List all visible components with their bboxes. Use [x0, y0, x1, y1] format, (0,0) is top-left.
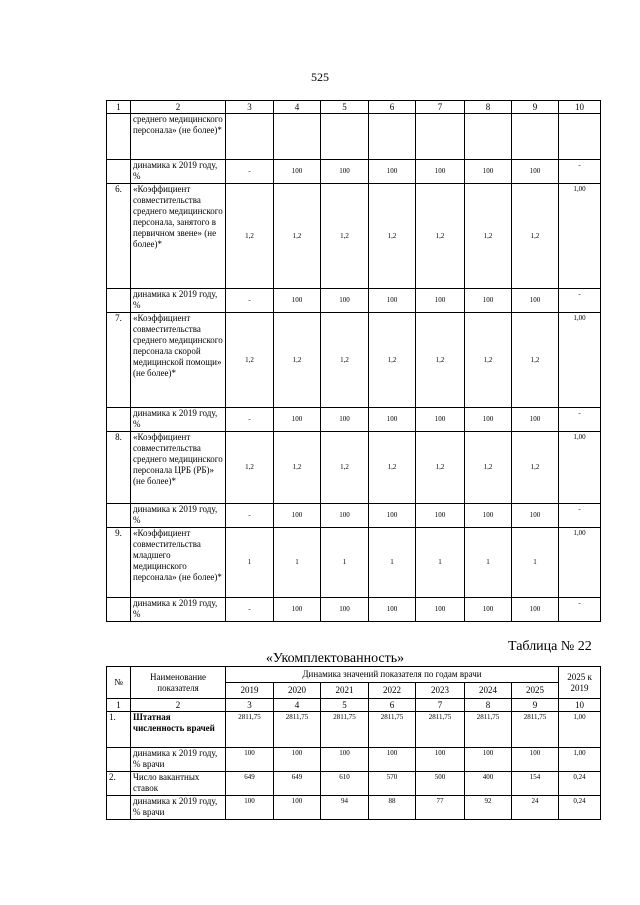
value-cell: 1	[226, 528, 274, 598]
value-cell: -	[226, 160, 274, 184]
column-number: 9	[512, 699, 559, 712]
value-cell: 1,2	[274, 432, 321, 504]
value-cell: 1,2	[416, 432, 465, 504]
value-cell: 1,2	[321, 184, 369, 289]
value-cell: 100	[416, 598, 465, 622]
column-number: 7	[416, 101, 465, 114]
value-cell: 100	[512, 289, 559, 313]
column-number: 2	[131, 101, 226, 114]
value-cell: 2811,75	[416, 712, 465, 748]
value-cell: 649	[226, 772, 274, 796]
value-cell: 1	[416, 528, 465, 598]
value-cell: 1,2	[226, 184, 274, 289]
value-cell: 100	[465, 748, 512, 772]
value-cell: 1,2	[321, 432, 369, 504]
column-number: 1	[107, 101, 131, 114]
value-cell: 100	[226, 796, 274, 820]
indicator-name: динамика к 2019 году, %	[131, 408, 226, 432]
indicator-name: «Коэффициент совместительства среднего медицинского персонала скорой медицинской помощи» (не более)*	[131, 313, 226, 408]
value-cell: -	[559, 504, 601, 528]
indicator-name: динамика к 2019 году, %	[131, 504, 226, 528]
value-cell: 1	[369, 528, 416, 598]
value-cell: 94	[321, 796, 369, 820]
value-cell: -	[559, 408, 601, 432]
row-number: 8.	[107, 432, 131, 504]
indicator-name: среднего медицинского персонала» (не более)*	[131, 114, 226, 160]
table-header-row	[107, 699, 601, 712]
column-number: 3	[226, 101, 274, 114]
column-number: 6	[369, 699, 416, 712]
value-cell: 1,00	[559, 712, 601, 748]
table-row	[107, 748, 601, 772]
row-number: 9.	[107, 528, 131, 598]
column-number: 5	[321, 101, 369, 114]
table-row	[107, 289, 601, 313]
value-cell: 100	[416, 160, 465, 184]
table-title: «Укомплектованность»	[265, 651, 405, 666]
value-cell: 1,00	[559, 184, 601, 289]
value-cell: 1,2	[465, 432, 512, 504]
value-cell: 1,2	[226, 432, 274, 504]
table-row	[107, 408, 601, 432]
staffing-level-table	[106, 666, 601, 820]
column-number: 2	[131, 699, 226, 712]
value-cell: 100	[274, 289, 321, 313]
header-year: 2019	[226, 683, 274, 699]
value-cell: 100	[512, 598, 559, 622]
row-number: 6.	[107, 184, 131, 289]
value-cell: 100	[465, 160, 512, 184]
column-number: 5	[321, 699, 369, 712]
value-cell: 24	[512, 796, 559, 820]
value-cell: 1	[274, 528, 321, 598]
value-cell: 100	[226, 748, 274, 772]
value-cell: 100	[369, 289, 416, 313]
value-cell: 1,00	[559, 748, 601, 772]
value-cell: 1	[512, 528, 559, 598]
indicator-name: «Коэффициент совместительства среднего медицинского персонала, занятого в первичном звене» (не более)*	[131, 184, 226, 289]
column-number: 10	[559, 101, 601, 114]
value-cell: 100	[369, 748, 416, 772]
indicator-name: динамика к 2019 году, %	[131, 289, 226, 313]
row-number: 7.	[107, 313, 131, 408]
value-cell: 100	[274, 598, 321, 622]
header-year: 2020	[274, 683, 321, 699]
value-cell: 2811,75	[512, 712, 559, 748]
header-year: 2023	[416, 683, 465, 699]
row-number: 1.	[107, 712, 131, 748]
value-cell: 92	[465, 796, 512, 820]
column-number: 6	[369, 101, 416, 114]
value-cell: 1,2	[321, 313, 369, 408]
value-cell: 100	[416, 408, 465, 432]
column-number: 3	[226, 699, 274, 712]
header-2025-to-2019: 2025 к 2019	[559, 667, 601, 699]
indicator-name: Штатная численность врачей	[131, 712, 226, 748]
indicator-name: «Коэффициент совместительства младшего медицинского персонала» (не более)*	[131, 528, 226, 598]
value-cell: -	[559, 289, 601, 313]
value-cell: 1,2	[512, 432, 559, 504]
value-cell: 100	[321, 289, 369, 313]
value-cell: 1,00	[559, 432, 601, 504]
value-cell: -	[226, 408, 274, 432]
value-cell: 100	[274, 796, 321, 820]
value-cell: 1,2	[369, 432, 416, 504]
value-cell: 100	[465, 408, 512, 432]
column-number: 4	[274, 699, 321, 712]
value-cell: 100	[465, 504, 512, 528]
value-cell: 100	[369, 504, 416, 528]
value-cell: -	[559, 160, 601, 184]
table-row	[107, 712, 601, 748]
indicator-name: «Коэффициент совместительства среднего медицинского персонала ЦРБ (РБ)» (не более)*	[131, 432, 226, 504]
value-cell: 1,2	[369, 313, 416, 408]
page-number: 525	[311, 70, 329, 84]
indicator-name: динамика к 2019 году, %	[131, 598, 226, 622]
value-cell: 2811,75	[369, 712, 416, 748]
column-number: 8	[465, 699, 512, 712]
value-cell: 88	[369, 796, 416, 820]
column-number: 9	[512, 101, 559, 114]
value-cell: 100	[512, 504, 559, 528]
header-number: №	[107, 667, 131, 699]
value-cell: 2811,75	[274, 712, 321, 748]
value-cell: -	[226, 504, 274, 528]
value-cell: 100	[416, 289, 465, 313]
value-cell: 100	[274, 408, 321, 432]
value-cell: 100	[465, 289, 512, 313]
column-number: 10	[559, 699, 601, 712]
header-year: 2024	[465, 683, 512, 699]
table-row	[107, 184, 601, 289]
value-cell: 100	[369, 598, 416, 622]
value-cell: 1,00	[559, 528, 601, 598]
header-year: 2025	[512, 683, 559, 699]
value-cell: 100	[274, 160, 321, 184]
value-cell: 1,2	[274, 313, 321, 408]
value-cell: 77	[416, 796, 465, 820]
value-cell: 1,2	[465, 184, 512, 289]
value-cell: 649	[274, 772, 321, 796]
column-number: 4	[274, 101, 321, 114]
value-cell: 100	[321, 504, 369, 528]
value-cell: 500	[416, 772, 465, 796]
value-cell: 100	[512, 748, 559, 772]
value-cell: 1	[465, 528, 512, 598]
value-cell: 100	[512, 160, 559, 184]
value-cell: 1,2	[512, 184, 559, 289]
value-cell: 100	[416, 504, 465, 528]
value-cell: 0,24	[559, 772, 601, 796]
value-cell: 1,2	[512, 313, 559, 408]
staffing-coefficients-table	[106, 100, 601, 622]
table-row	[107, 313, 601, 408]
value-cell: 1	[321, 528, 369, 598]
value-cell: 1,00	[559, 313, 601, 408]
value-cell: 100	[512, 408, 559, 432]
value-cell: -	[226, 598, 274, 622]
table-header-row	[107, 101, 601, 114]
value-cell: 154	[512, 772, 559, 796]
value-cell: 100	[321, 748, 369, 772]
value-cell: 0,24	[559, 796, 601, 820]
value-cell: 1,2	[416, 184, 465, 289]
value-cell: 1,2	[274, 184, 321, 289]
header-indicator-name: Наименование показателя	[131, 667, 226, 699]
value-cell: 1,2	[226, 313, 274, 408]
header-dynamics: Динамика значений показателя по годам врачи	[226, 667, 559, 683]
table-row	[107, 114, 601, 160]
indicator-name: динамика к 2019 году, %	[131, 160, 226, 184]
indicator-name: динамика к 2019 году, % врачи	[131, 796, 226, 820]
value-cell: 100	[465, 598, 512, 622]
table-header-row	[107, 667, 601, 683]
column-number: 1	[107, 699, 131, 712]
indicator-name: Число вакантных ставок	[131, 772, 226, 796]
column-number: 8	[465, 101, 512, 114]
value-cell: 1,2	[416, 313, 465, 408]
value-cell: 100	[274, 504, 321, 528]
table-row	[107, 772, 601, 796]
table-row	[107, 598, 601, 622]
value-cell: 1,2	[465, 313, 512, 408]
table-row	[107, 504, 601, 528]
indicator-name: динамика к 2019 году, % врачи	[131, 748, 226, 772]
value-cell: 1,2	[369, 184, 416, 289]
value-cell: 570	[369, 772, 416, 796]
value-cell: 100	[274, 748, 321, 772]
value-cell: -	[559, 598, 601, 622]
value-cell: 100	[321, 598, 369, 622]
value-cell: 2811,75	[465, 712, 512, 748]
value-cell: 2811,75	[226, 712, 274, 748]
table-number-label: Таблица № 22	[508, 639, 592, 654]
table-row	[107, 160, 601, 184]
value-cell: 2811,75	[321, 712, 369, 748]
value-cell: 400	[465, 772, 512, 796]
value-cell: 100	[416, 748, 465, 772]
table-row	[107, 432, 601, 504]
value-cell: 610	[321, 772, 369, 796]
value-cell: 100	[321, 160, 369, 184]
header-year: 2021	[321, 683, 369, 699]
value-cell: 100	[321, 408, 369, 432]
row-number: 2.	[107, 772, 131, 796]
value-cell: -	[226, 289, 274, 313]
header-year: 2022	[369, 683, 416, 699]
table-row	[107, 796, 601, 820]
value-cell: 100	[369, 160, 416, 184]
value-cell: 100	[369, 408, 416, 432]
column-number: 7	[416, 699, 465, 712]
table-row	[107, 528, 601, 598]
